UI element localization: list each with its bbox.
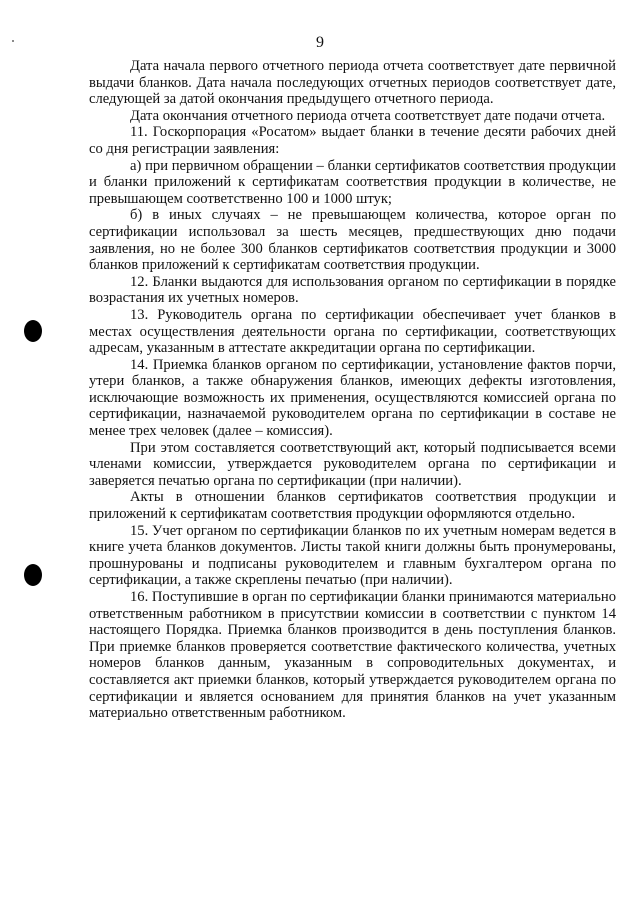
- page-number: 9: [316, 34, 324, 51]
- paragraph-clause-11a: а) при первичном обращении – бланки сертификатов соответствия продукции и бланки приложений к сертификатам соответствия продукции в количестве, не превышающем соответственно 100 и 1000 штук;: [89, 157, 616, 207]
- paragraph-acts-separate: Акты в отношении бланков сертификатов соответствия продукции и приложений к сертификатам соответствия продукции оформляются отдельно.: [89, 489, 616, 523]
- paragraph-clause-15: 15. Учет органом по сертификации бланков по их учетным номерам ведется в книге учета бланков документов. Листы такой книги должны быть пронумерованы, прошнурованы и подписаны руководителем и главным бухгалтером органа по сертификации, а также скреплены печатью (при наличии).: [89, 522, 616, 589]
- punch-hole-lower: [24, 564, 42, 586]
- paragraph-clause-12: 12. Бланки выдаются для использования органом по сертификации в порядке возрастания их учетных номеров.: [89, 273, 616, 307]
- paragraph-period-end: Дата окончания отчетного периода отчета соответствует дате подачи отчета.: [130, 107, 606, 124]
- paragraph-clause-11: 11. Госкорпорация «Росатом» выдает бланки в течение десяти рабочих дней со дня регистрации заявления:: [89, 124, 616, 157]
- paragraph-period-start: Дата начала первого отчетного периода отчета соответствует дате первичной выдачи бланков. Дата начала последующих отчетных периодов соответствует дате, следующей за датой окончания предыдущего отчетного периода.: [89, 58, 616, 108]
- paragraph-clause-13: 13. Руководитель органа по сертификации обеспечивает учет бланков в местах осуществления деятельности органа по сертификации, соответствующих адресам, указанным в аттестате аккредитации органа по сертификации.: [89, 306, 616, 357]
- paragraph-clause-14: 14. Приемка бланков органом по сертификации, установление фактов порчи, утери бланков, а также обнаружения бланков, имеющих дефекты изготовления, исключающие возможность их применения, осуществляются комиссией органа по сертификации, назначаемой руководителем органа по сертификации в составе не менее трех человек (далее – комиссия).: [89, 356, 616, 440]
- document-body: [89, 58, 616, 722]
- paragraph-clause-16: 16. Поступившие в орган по сертификации бланки принимаются материально ответственным работником в присутствии комиссии в соответствии с пунктом 14 настоящего Порядка. Приемка бланков производится в день поступления бланков. При приемке бланков проверяется соответствие фактического количества, учетных номеров бланков данным, указанным в сопроводительных документах, и составляется акт приемки бланков, который утверждается руководителем органа по сертификации и является основанием для принятия бланков на учет указанным материально ответственным работником.: [89, 589, 616, 722]
- paragraph-clause-11b: б) в иных случаях – не превышающем количества, которое орган по сертификации использовал за шесть месяцев, предшествующих дню подачи заявления, но не более 300 бланков сертификатов соответствия продукции и 3000 бланков приложений к сертификатам соответствия продукции.: [89, 207, 616, 274]
- paragraph-act-signing: При этом составляется соответствующий акт, который подписывается всеми членами комиссии, утверждается руководителем органа по сертификации и заверяется печатью органа по сертификации (при наличии).: [89, 439, 616, 489]
- punch-hole-upper: [24, 320, 42, 342]
